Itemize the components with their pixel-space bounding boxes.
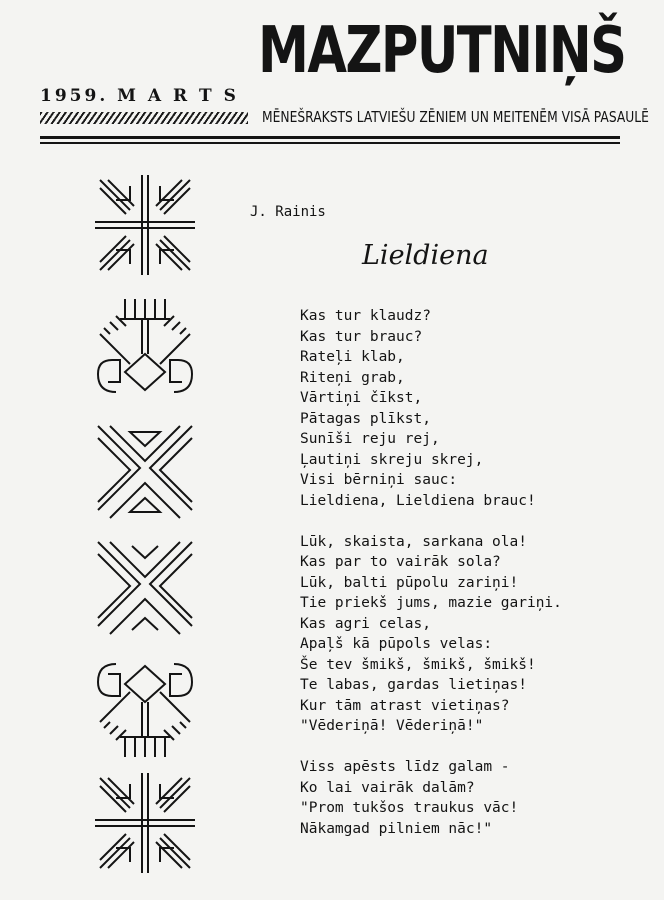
poem-line: Apaļš kā pūpols velas:	[300, 636, 493, 652]
poem-line: Še tev šmikš, šmikš, šmikš!	[300, 656, 536, 673]
poem-author: J. Rainis	[250, 204, 326, 220]
poem-line: Kas agri celas,	[300, 615, 431, 632]
poem-title: Lieldiena	[362, 240, 489, 271]
poem-stanza	[300, 757, 640, 839]
poem-line: Pātagas plīkst,	[300, 410, 431, 427]
poem-line: Lieldiena, Lieldiena brauc!	[300, 492, 536, 509]
poem-body	[300, 306, 640, 860]
latvian-folk-ornament-icon	[90, 768, 200, 878]
date-hatch-decoration	[40, 112, 248, 124]
poem-line: Sunīši reju rej,	[300, 431, 440, 447]
poem-line: Kas par to vairāk sola?	[300, 554, 501, 570]
ornament-column	[90, 170, 200, 878]
poem-line: Ko lai vairāk dalām?	[300, 779, 475, 796]
latvian-folk-ornament-icon	[90, 532, 200, 642]
poem-line: Tie priekš jums, mazie gariņi.	[300, 595, 562, 611]
poem-line: Ļautiņi skreju skrej,	[300, 451, 484, 468]
magazine-title: MAZPUTNIŅŠ	[258, 14, 626, 88]
poem-stanza	[300, 532, 640, 737]
poem-line: Viss apēsts līdz galam -	[300, 759, 510, 775]
poem-line: Riteņi grab,	[300, 369, 405, 386]
poem-line: Nākamgad pilniem nāc!"	[300, 820, 493, 837]
latvian-folk-ornament-icon	[90, 294, 200, 404]
poem-line: Kas tur brauc?	[300, 328, 423, 345]
poem-stanza	[300, 306, 640, 511]
poem-line: Rateļi klab,	[300, 349, 405, 365]
poem-line: Vārtiņi čīkst,	[300, 390, 423, 406]
poem-line: Visi bērniņi sauc:	[300, 472, 458, 488]
date-label: 1959. M A R T S	[40, 86, 239, 106]
poem-line: Lūk, balti pūpolu zariņi!	[300, 574, 519, 591]
poem-line: "Prom tukšos traukus vāc!	[300, 800, 519, 816]
latvian-folk-ornament-icon	[90, 652, 200, 762]
poem-line: Kur tām atrast vietiņas?	[300, 697, 510, 714]
header-rule-thick	[40, 136, 620, 139]
header-rule-thin	[40, 142, 620, 144]
poem-line: "Vēderiņā! Vēderiņā!"	[300, 718, 484, 734]
poem-line: Lūk, skaista, sarkana ola!	[300, 533, 527, 550]
poem-line: Kas tur klaudz?	[300, 308, 431, 324]
magazine-subtitle: MĒNEŠRAKSTS LATVIEŠU ZĒNIEM UN MEITENĒM VISĀ PASAULĒ	[262, 108, 649, 126]
latvian-folk-ornament-icon	[90, 170, 200, 280]
latvian-folk-ornament-icon	[90, 416, 200, 526]
poem-line: Te labas, gardas lietiņas!	[300, 677, 527, 693]
